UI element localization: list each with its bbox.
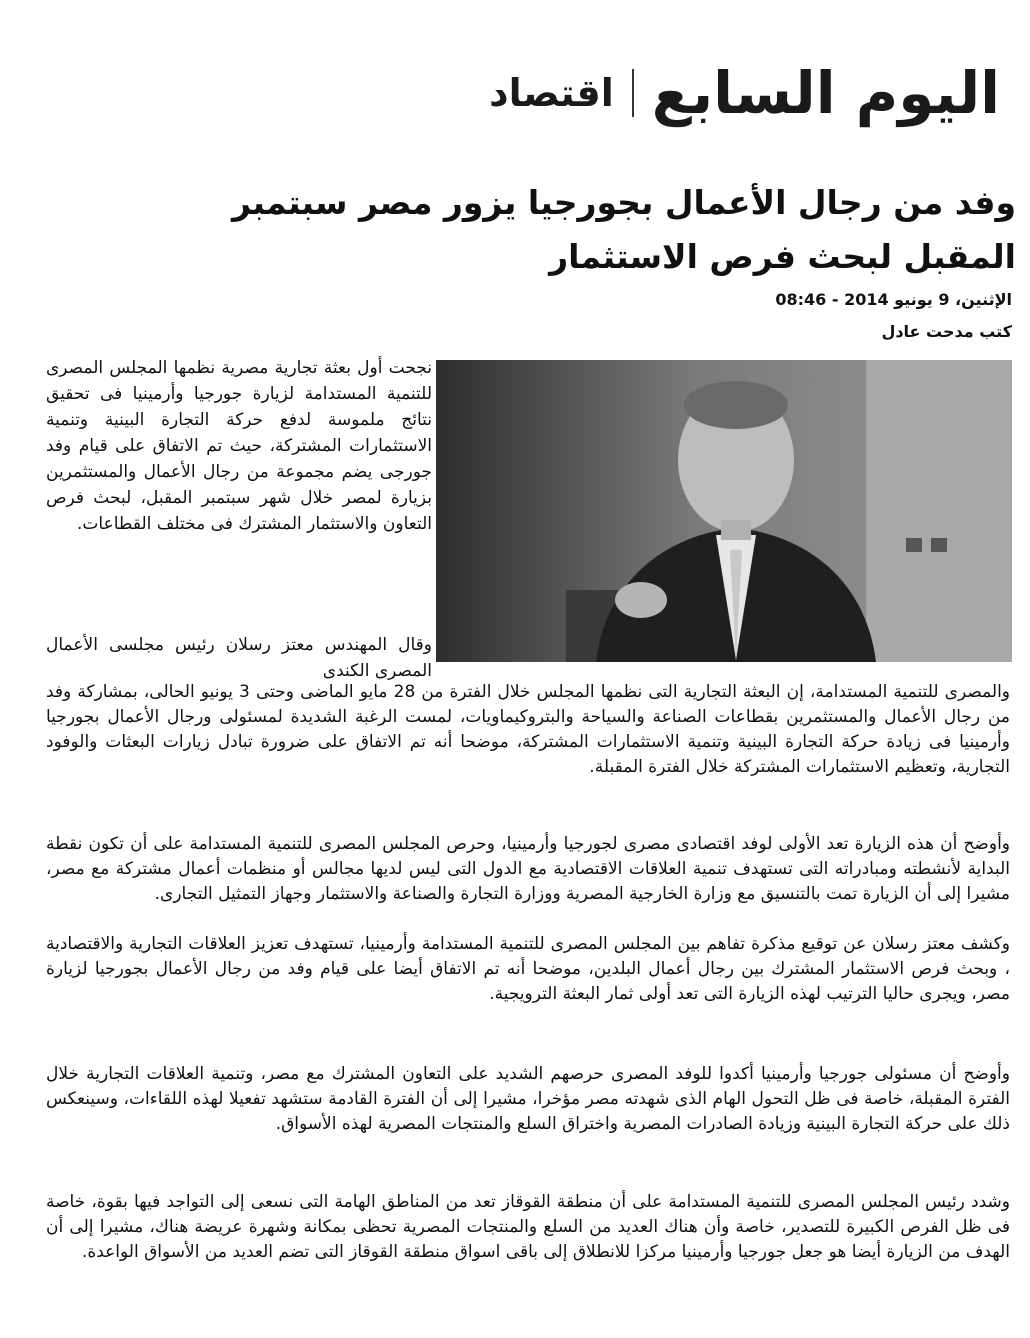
article-paragraph-5: وأوضح أن مسئولى جورجيا وأرمينيا أكدوا للوفد المصرى حرصهم الشديد على التعاون المشترك مع مصر، وتنمية العلاقات التجارية خلال الفترة المقبلة، خاصة فى ظل التحول الهام الذى شهدته مصر مؤخرا، مشيرا إلى أن الفترة القادمة ستشهد تفعيلا لهذه اللقاءات، وسينعكس ذلك على حركة التجارة البينية وزيادة الصادرات المصرية واختراق السلع والمنتجات المصرية لهذه الأسواق. <box>46 1064 1010 1134</box>
article-date: الإثنين، 9 يونيو 2014 - 08:46 <box>775 290 1012 309</box>
article-paragraph-2: والمصرى للتنمية المستدامة، إن البعثة التجارية التى نظمها المجلس خلال الفترة من 28 مايو الماضى وحتى 3 يونيو الحالى، بمشاركة وفد من رجال الأعمال والمستثمرين بقطاعات الصناعة والسياحة والبتروكيماويات، لمست الرغبة الشديدة لمسئولى ورجال الأعمال بجورجيا وأرمينيا فى زيادة حركة التجارة البينية وتنمية الاستثمارات المشتركة، موضحا أنه تم الاتفاق على ضرورة تبادل زيارات البعثات والوفود التجارية، وتعظيم الاستثمارات المشتركة خلال الفترة المقبلة. <box>46 682 1011 777</box>
article-byline: كتب مدحت عادل <box>881 322 1012 341</box>
article-photo <box>436 360 1012 662</box>
article-paragraph-6: وشدد رئيس المجلس المصرى للتنمية المستدامة على أن منطقة القوقاز تعد من المناطق الهامة التى نسعى إلى التواجد فيها بقوة، خاصة فى ظل الفرص الكبيرة للتصدير، خاصة وأن هناك العديد من السلع والمنتجات المصرية تحظى بمكانة وشهرة عريضة هناك، مشيرا إلى أن الهدف من الزيارة أيضا هو جعل جورجيا وأرمينيا مركزا للانطلاق إلى باقى اسواق منطقة القوقاز التى تضم العديد من الأسواق الواعدة. <box>46 1192 1010 1262</box>
section-label: اقتصاد <box>489 71 614 115</box>
portrait-photo-illustration <box>436 360 1012 662</box>
article-paragraph-3: وأوضح أن هذه الزيارة تعد الأولى لوفد اقتصادى مصرى لجورجيا وأرمينيا، وحرص المجلس المصرى للتنمية المستدامة على أن تكون نقطة البداية لأنشطته ومبادراته التى تستهدف تنمية العلاقات الاقتصادية مع الدول التى ليس لديها مجالس أو منظمات أعمال مشتركة مع مصر، مشيرا إلى أن الزيارة تمت بالتنسيق مع وزارة الخارجية المصرية ووزارة التجارة والصناعة والاستثمار وجهاز التمثيل التجارى. <box>46 834 1010 904</box>
newspaper-logo: اليوم السابع <box>651 59 1000 127</box>
masthead <box>489 58 1000 128</box>
article-paragraph-1: نجحت أول بعثة تجارية مصرية نظمها المجلس المصرى للتنمية المستدامة لزيارة جورجيا وأرمينيا فى تحقيق نتائج ملموسة لدفع حركة التجارة البينية وتنمية الاستثمارات المشتركة، حيث تم الاتفاق على قيام وفد جورجى يضم مجموعة من رجال الأعمال والمستثمرين بزيارة لمصر خلال شهر سبتمبر المقبل، لبحث فرص التعاون والاستثمار المشترك فى مختلف القطاعات. <box>46 358 432 534</box>
article-paragraph-2-intro: وقال المهندس معتز رسلان رئيس مجلسى الأعمال المصرى الكندى <box>46 635 432 681</box>
article-headline: وفد من رجال الأعمال بجورجيا يزور مصر سبتمبر المقبل لبحث فرص الاستثمار <box>231 183 1016 276</box>
article-paragraph-4: وكشف معتز رسلان عن توقيع مذكرة تفاهم بين المجلس المصرى للتنمية المستدامة وأرمينيا، تستهدف تعزيز العلاقات التجارية والاقتصادية ، وبحث فرص الاستثمار المشترك بين رجال أعمال البلدين، موضحا أنه تم الاتفاق أيضا على قيام وفد من رجال الأعمال بجورجيا لزيارة مصر، ويجرى حاليا الترتيب لهذه الزيارة التى تعد أولى ثمار البعثة الترويجية. <box>46 934 1010 1004</box>
masthead-divider <box>632 69 634 117</box>
